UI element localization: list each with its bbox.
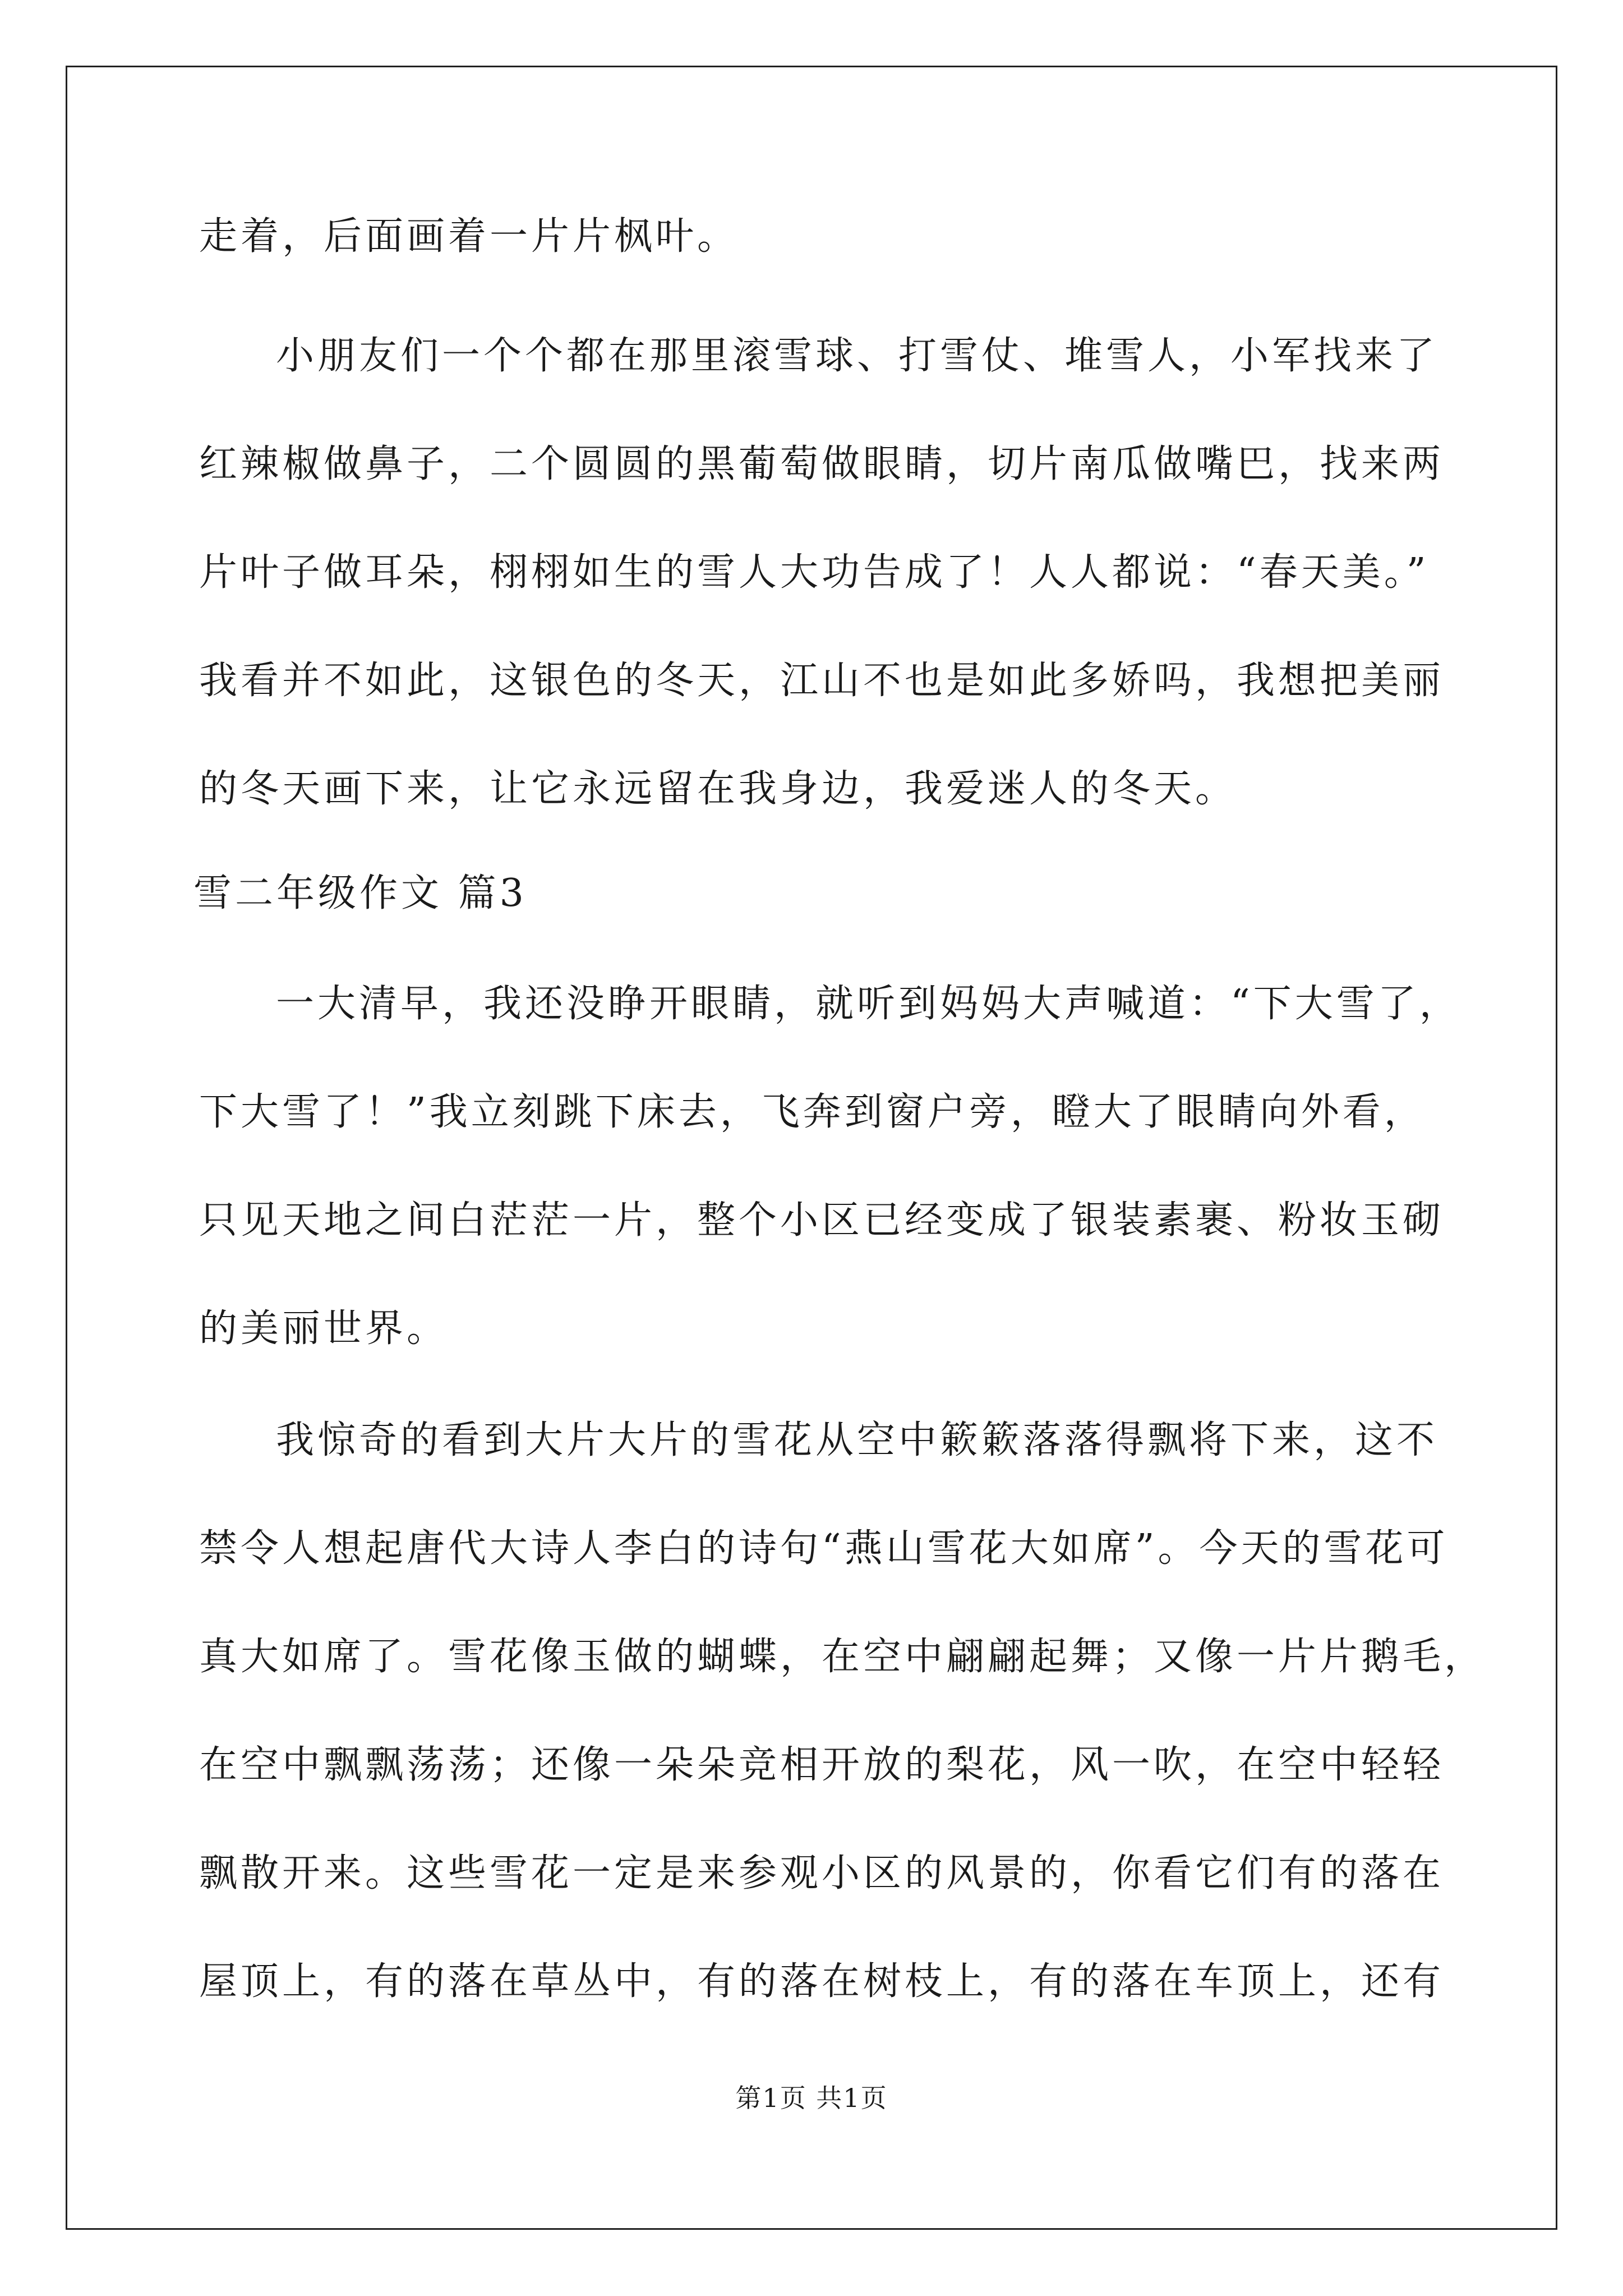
text-line: 禁令人想起唐代大诗人李白的诗句“燕山雪花大如席”。今天的雪花可 xyxy=(199,1526,1449,1571)
text-line: 只见天地之间白茫茫一片，整个小区已经变成了银装素裹、粉妆玉砌 xyxy=(199,1198,1445,1243)
text-line: 的美丽世界。 xyxy=(199,1306,449,1351)
section-heading: 雪二年级作文 篇3 xyxy=(193,871,527,915)
page-footer: 第1页 共1页 xyxy=(735,2083,888,2113)
text-line: 下大雪了！”我立刻跳下床去，飞奔到窗户旁，瞪大了眼睛向外看， xyxy=(199,1090,1426,1134)
text-line: 飘散开来。这些雪花一定是来参观小区的风景的，你看它们有的落在 xyxy=(199,1851,1445,1895)
paragraph-start-line: 我惊奇的看到大片大片的雪花从空中簌簌落落得飘将下来，这不 xyxy=(276,1418,1438,1462)
text-line: 我看并不如此，这银色的冬天，江山不也是如此多娇吗，我想把美丽 xyxy=(199,659,1445,703)
text-line: 片叶子做耳朵，栩栩如生的雪人大功告成了！人人都说：“春天美。” xyxy=(199,550,1430,595)
text-line: 屋顶上，有的落在草丛中，有的落在树枝上，有的落在车顶上，还有 xyxy=(199,1959,1445,2004)
page-border xyxy=(66,66,1557,2230)
text-line: 真大如席了。雪花像玉做的蝴蝶，在空中翩翩起舞；又像一片片鹅毛， xyxy=(199,1635,1486,1679)
paragraph-start-line: 一大清早，我还没睁开眼睛，就听到妈妈大声喊道：“下大雪了， xyxy=(276,982,1461,1026)
text-line: 在空中飘飘荡荡；还像一朵朵竞相开放的梨花，风一吹，在空中轻轻 xyxy=(199,1743,1445,1787)
text-line: 红辣椒做鼻子，二个圆圆的黑葡萄做眼睛，切片南瓜做嘴巴，找来两 xyxy=(199,442,1445,486)
paragraph-start-line: 小朋友们一个个都在那里滚雪球、打雪仗、堆雪人，小军找来了 xyxy=(276,334,1438,378)
text-line: 走着，后面画着一片片枫叶。 xyxy=(199,214,739,259)
text-line: 的冬天画下来，让它永远留在我身边，我爱迷人的冬天。 xyxy=(199,767,1237,811)
